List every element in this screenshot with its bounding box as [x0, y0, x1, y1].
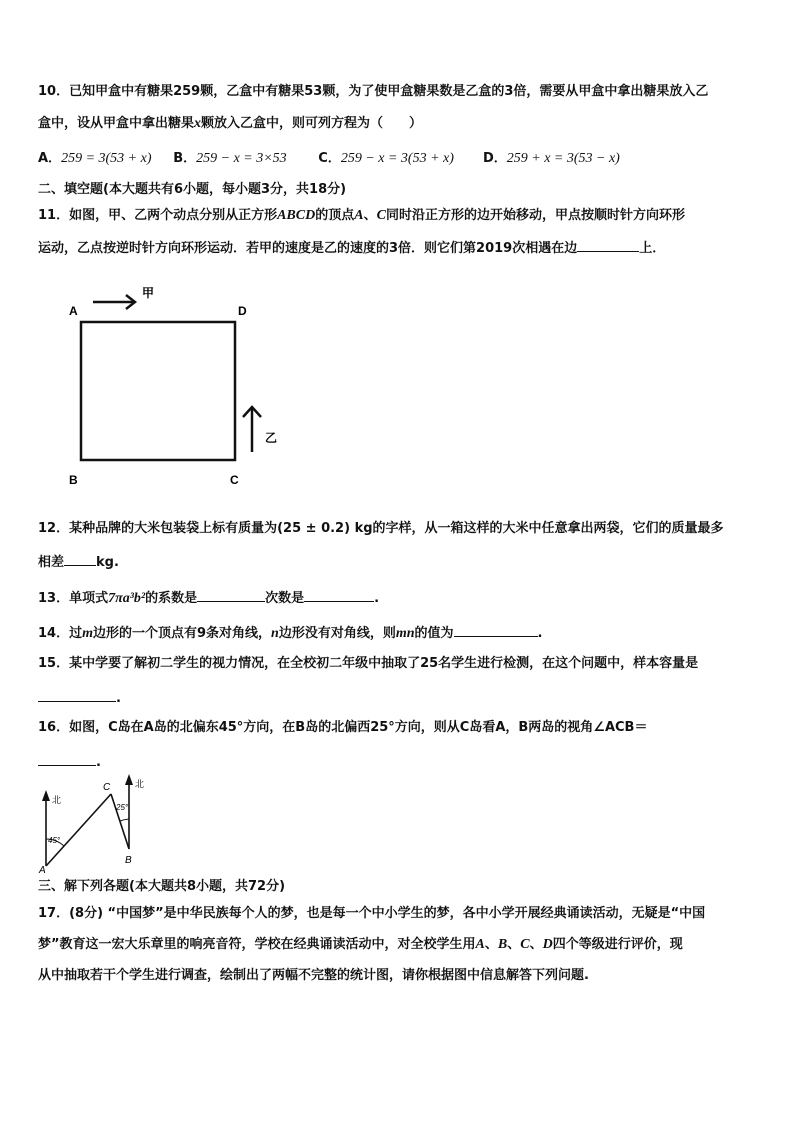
- q14-text-b: 边形的一个顶点有9条对角线，: [92, 626, 272, 641]
- q17-grade-a: A: [475, 937, 485, 952]
- q14-var-n: n: [271, 626, 279, 641]
- q11-text-b: 的顶点: [315, 208, 355, 223]
- q10-option-c-label: C．: [318, 151, 341, 166]
- q17-line-2: [38, 936, 683, 954]
- arrow-right-icon: [93, 295, 135, 309]
- north-arrow-b-icon: [125, 774, 133, 785]
- q10-text-b: 颗放入乙盒中，则可列方程为（ ）: [201, 116, 423, 131]
- q13-coefficient-blank[interactable]: [197, 588, 265, 602]
- q12-text-c: 相差: [38, 555, 65, 570]
- q17-line-3: 从中抽取若干个学生进行调查，绘制出了两幅不完整的统计图，请你根据图中信息解答下列问题.: [38, 968, 589, 983]
- q17-sep-1: 、: [484, 937, 498, 952]
- q14-line: [38, 623, 543, 643]
- q13-degree-blank[interactable]: [304, 588, 374, 602]
- q14-text-e: .: [537, 626, 543, 641]
- q17-grade-c: C: [520, 937, 530, 952]
- label-b: B: [69, 473, 78, 487]
- angle-arc-b: [120, 819, 129, 821]
- q14-text-c: 边形没有对角线，则: [278, 626, 396, 641]
- q14-answer-blank[interactable]: [454, 623, 538, 637]
- q15-line-2: [38, 688, 121, 708]
- q13-line: [38, 588, 379, 608]
- q15-answer-blank[interactable]: [38, 688, 116, 702]
- q12-text-b: 的字样，从一箱这样的大米中任意拿出两袋，它们的质量最多: [372, 521, 724, 536]
- q11-text-a: 11．如图，甲、乙两个动点分别从正方形: [38, 208, 278, 223]
- label-yi: 乙: [265, 431, 278, 445]
- q13-text-a: 13．单项式: [38, 591, 109, 606]
- q10-variable-x: x: [194, 116, 202, 131]
- q17-grade-b: B: [497, 937, 508, 952]
- q13-text-c: 次数是: [265, 591, 305, 606]
- q10-option-b-expr: 259 − x = 3×53: [196, 151, 287, 166]
- q11-line-2: [38, 238, 665, 258]
- q10-option-a-label: A．: [38, 151, 62, 166]
- q11-vertex-a: A: [354, 208, 364, 223]
- q14-var-mn: mn: [395, 626, 415, 641]
- north-label-a: 北: [52, 795, 62, 805]
- q11-line-1: [38, 207, 685, 225]
- q14-var-m: m: [82, 626, 93, 641]
- q15-text-b: .: [116, 691, 121, 706]
- q16-answer-blank[interactable]: [38, 752, 96, 766]
- q16-line-1: 16．如图，C岛在A岛的北偏东45°方向，在B岛的北偏西25°方向，则从C岛看A，B两岛的视角∠ACB＝: [38, 720, 648, 735]
- label-jia: 甲: [142, 286, 155, 300]
- q10-option-b-label: B．: [173, 151, 197, 166]
- q10-line-1: 10．已知甲盒中有糖果259颗，乙盒中有糖果53颗，为了使甲盒糖果数是乙盒的3倍，需要从甲盒中拿出糖果放入乙: [38, 84, 709, 99]
- q10-option-c-expr: 259 − x = 3(53 + x): [340, 151, 454, 166]
- q10-text-a: 盒中，设从甲盒中拿出糖果: [38, 116, 195, 131]
- q14-text-a: 14．过: [38, 626, 83, 641]
- q10-option-a-expr: 259 = 3(53 + x): [61, 151, 152, 166]
- angle-label-b: 25°: [116, 803, 129, 812]
- q16-text-b: .: [96, 755, 101, 770]
- section-2-heading: 二、填空题(本大题共有6小题，每小题3分，共18分): [38, 182, 347, 197]
- point-label-c: C: [103, 782, 111, 793]
- q13-text-d: .: [374, 591, 380, 606]
- q12-text-d: kg.: [96, 555, 119, 570]
- q15-line-1: 15．某中学要了解初二学生的视力情况，在全校初二年级中抽取了25名学生进行检测，在这个问题中，样本容量是: [38, 656, 699, 671]
- q12-text-a: 12．某种品牌的大米包装袋上标有质量为: [38, 521, 278, 536]
- q10-option-d-label: D．: [482, 151, 507, 166]
- point-label-a: A: [39, 865, 46, 873]
- arrow-up-icon: [243, 407, 261, 452]
- q11-square-figure: [60, 280, 290, 495]
- q11-text-e: 运动，乙点按逆时针方向环形运动．若甲的速度是乙的速度的3倍．则它们第2019次相遇在边: [38, 241, 578, 256]
- q12-line-2: [38, 552, 119, 572]
- north-label-b: 北: [135, 779, 145, 789]
- q10-options: [38, 150, 620, 168]
- q11-square-name: ABCD: [277, 208, 316, 223]
- q10-option-d-expr: 259 + x = 3(53 − x): [506, 151, 620, 166]
- label-d: D: [238, 304, 247, 318]
- label-a: A: [69, 304, 78, 318]
- q17-text-a: 梦”教育这一宏大乐章里的响亮音符，学校在经典诵读活动中，对全校学生用: [38, 937, 476, 952]
- q13-text-b: 的系数是: [145, 591, 198, 606]
- q10-line-2: [38, 115, 422, 133]
- point-label-b: B: [125, 855, 132, 866]
- q11-text-f: 上．: [639, 241, 666, 256]
- north-arrow-a-icon: [42, 790, 50, 801]
- q13-monomial: 7πa³b²: [108, 591, 146, 606]
- square-abcd: [81, 322, 235, 460]
- q16-island-figure: [36, 773, 156, 873]
- label-c: C: [230, 473, 239, 487]
- q17-sep-2: 、: [507, 937, 521, 952]
- q17-grade-d: D: [542, 937, 553, 952]
- q12-mass: (25 ± 0.2) kg: [277, 521, 373, 536]
- q14-text-d: 的值为: [414, 626, 454, 641]
- q17-text-b: 四个等级进行评价，现: [552, 937, 683, 952]
- q12-line-1: [38, 520, 724, 538]
- q16-line-2: [38, 752, 101, 772]
- q11-answer-blank[interactable]: [577, 238, 639, 252]
- q11-text-d: 同时沿正方形的边开始移动，甲点按顺时针方向环形: [385, 208, 685, 223]
- q11-text-c: 、: [363, 208, 377, 223]
- q17-line-1: 17．(8分) “中国梦”是中华民族每个人的梦，也是每一个中小学生的梦，各中小学开展经典诵读活动，无疑是“中国: [38, 906, 706, 921]
- q11-vertex-c: C: [376, 208, 386, 223]
- angle-label-a: 45°: [48, 836, 61, 845]
- q17-sep-3: 、: [529, 937, 543, 952]
- q12-answer-blank[interactable]: [64, 552, 96, 566]
- section-3-heading: 三、解下列各题(本大题共8小题，共72分): [38, 879, 286, 894]
